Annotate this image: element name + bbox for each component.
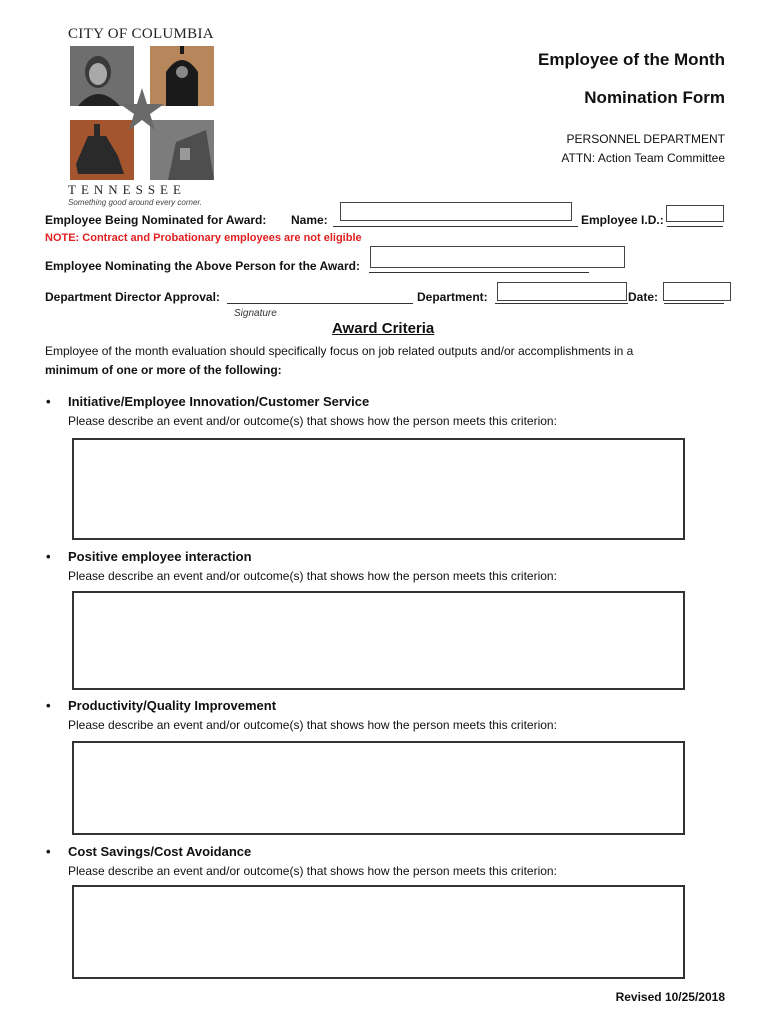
criterion-productivity-title: Productivity/Quality Improvement (68, 698, 277, 713)
signature-line[interactable] (227, 303, 413, 304)
nominator-underline (369, 272, 589, 273)
criterion-cost-savings-title: Cost Savings/Cost Avoidance (68, 844, 252, 859)
name-underline (333, 226, 578, 227)
criterion-initiative-title: Initiative/Employee Innovation/Customer Service (68, 394, 370, 409)
form-title-line1: Employee of the Month (538, 50, 725, 69)
attention-line: ATTN: Action Team Committee (561, 151, 725, 165)
bullet-icon: • (46, 844, 51, 859)
employee-id-field[interactable] (666, 205, 724, 222)
revision-date: Revised 10/25/2018 (615, 990, 725, 1004)
criterion-cost-savings-answer[interactable] (72, 885, 685, 979)
signature-caption: Signature (234, 308, 277, 319)
criterion-initiative-prompt: Please describe an event and/or outcome(s) that shows how the person meets this criterion: (68, 414, 557, 428)
bullet-icon: • (46, 698, 51, 713)
criteria-intro-bold: minimum of one or more of the following: (45, 363, 282, 377)
form-title-line2: Nomination Form (584, 88, 725, 107)
eligibility-note: NOTE: Contract and Probationary employees are not eligible (45, 232, 362, 244)
name-label: Name: (291, 213, 328, 227)
logo-city-name: CITY OF COLUMBIA (68, 26, 214, 42)
employee-id-label: Employee I.D.: (581, 213, 664, 227)
bullet-icon: • (46, 549, 51, 564)
date-field[interactable] (663, 282, 731, 301)
award-criteria-heading: Award Criteria (332, 320, 435, 337)
criterion-productivity-prompt: Please describe an event and/or outcome(s) that shows how the person meets this criterion: (68, 718, 557, 732)
nominator-field[interactable] (370, 246, 625, 268)
criterion-interaction-prompt: Please describe an event and/or outcome(s) that shows how the person meets this criterion: (68, 569, 557, 583)
criterion-interaction-answer[interactable] (72, 591, 685, 690)
director-approval-label: Department Director Approval: (45, 290, 220, 304)
criterion-cost-savings-prompt: Please describe an event and/or outcome(s) that shows how the person meets this criterion: (68, 864, 557, 878)
criterion-interaction-title: Positive employee interaction (68, 549, 252, 564)
nominee-label: Employee Being Nominated for Award: (45, 213, 267, 227)
department-label: Department: (417, 290, 488, 304)
department-field[interactable] (497, 282, 627, 301)
criteria-intro: Employee of the month evaluation should specifically focus on job related outputs and/or accomplishments in a (45, 344, 634, 358)
date-label: Date: (628, 290, 659, 304)
logo-state-name: TENNESSEE (68, 182, 186, 197)
date-underline (664, 303, 724, 304)
logo-emblem-icon (68, 44, 216, 182)
employee-id-underline (667, 226, 723, 227)
city-logo (64, 26, 224, 211)
name-field[interactable] (340, 202, 572, 221)
nominator-label: Employee Nominating the Above Person for the Award: (45, 259, 360, 273)
department-underline (495, 303, 628, 304)
criterion-initiative-answer[interactable] (72, 438, 685, 540)
criterion-productivity-answer[interactable] (72, 741, 685, 835)
logo-slogan: Something good around every corner. (68, 198, 203, 207)
bullet-icon: • (46, 394, 51, 409)
department-name: PERSONNEL DEPARTMENT (566, 132, 725, 146)
